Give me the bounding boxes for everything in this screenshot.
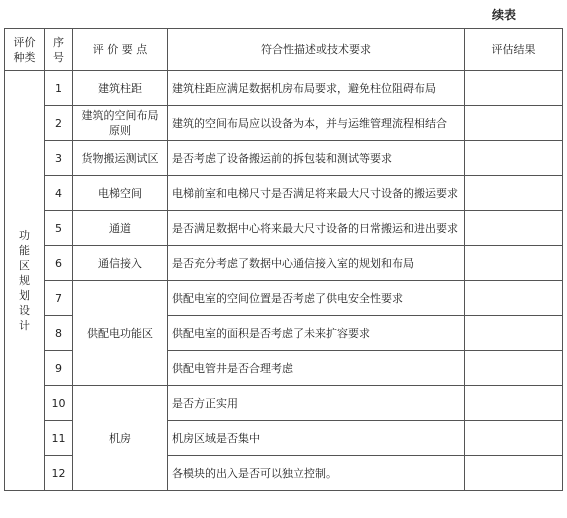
evaluation-point: 机房 bbox=[73, 386, 168, 491]
evaluation-point: 电梯空间 bbox=[73, 176, 168, 211]
evaluation-point: 货物搬运测试区 bbox=[73, 141, 168, 176]
header-no: 序号 bbox=[45, 29, 73, 71]
requirement-text: 电梯前室和电梯尺寸是否满足将来最大尺寸设备的搬运要求 bbox=[168, 176, 465, 211]
requirement-text: 是否方正实用 bbox=[168, 386, 465, 421]
result-cell[interactable] bbox=[465, 141, 563, 176]
result-cell[interactable] bbox=[465, 351, 563, 386]
requirement-text: 是否充分考虑了数据中心通信接入室的规划和布局 bbox=[168, 246, 465, 281]
requirement-text: 供配电室的空间位置是否考虑了供电安全性要求 bbox=[168, 281, 465, 316]
row-number: 10 bbox=[45, 386, 73, 421]
evaluation-point: 建筑的空间布局原则 bbox=[73, 106, 168, 141]
requirement-text: 供配电室的面积是否考虑了未来扩容要求 bbox=[168, 316, 465, 351]
requirement-text: 建筑柱距应满足数据机房布局要求，避免柱位阻碍布局 bbox=[168, 71, 465, 106]
evaluation-table bbox=[4, 28, 563, 491]
table-header-row bbox=[5, 29, 563, 71]
header-category: 评价种类 bbox=[5, 29, 45, 71]
table-row bbox=[5, 386, 563, 421]
row-number: 11 bbox=[45, 421, 73, 456]
table-row bbox=[5, 176, 563, 211]
result-cell[interactable] bbox=[465, 281, 563, 316]
requirement-text: 机房区域是否集中 bbox=[168, 421, 465, 456]
category-cell: 功能区规划设计 bbox=[5, 71, 45, 491]
evaluation-point: 通道 bbox=[73, 211, 168, 246]
row-number: 9 bbox=[45, 351, 73, 386]
requirement-text: 建筑的空间布局应以设备为本，并与运维管理流程相结合 bbox=[168, 106, 465, 141]
header-description: 符合性描述或技术要求 bbox=[168, 29, 465, 71]
result-cell[interactable] bbox=[465, 246, 563, 281]
row-number: 1 bbox=[45, 71, 73, 106]
table-continued-caption: 续表 bbox=[492, 8, 517, 22]
row-number: 4 bbox=[45, 176, 73, 211]
row-number: 7 bbox=[45, 281, 73, 316]
requirement-text: 是否满足数据中心将来最大尺寸设备的日常搬运和进出要求 bbox=[168, 211, 465, 246]
evaluation-point: 通信接入 bbox=[73, 246, 168, 281]
row-number: 8 bbox=[45, 316, 73, 351]
result-cell[interactable] bbox=[465, 71, 563, 106]
row-number: 3 bbox=[45, 141, 73, 176]
result-cell[interactable] bbox=[465, 176, 563, 211]
header-point: 评 价 要 点 bbox=[73, 29, 168, 71]
requirement-text: 供配电管井是否合理考虑 bbox=[168, 351, 465, 386]
row-number: 12 bbox=[45, 456, 73, 491]
row-number: 5 bbox=[45, 211, 73, 246]
row-number: 2 bbox=[45, 106, 73, 141]
table-row bbox=[5, 246, 563, 281]
result-cell[interactable] bbox=[465, 316, 563, 351]
evaluation-point: 供配电功能区 bbox=[73, 281, 168, 386]
table-row bbox=[5, 141, 563, 176]
requirement-text: 各模块的出入是否可以独立控制。 bbox=[168, 456, 465, 491]
table-row bbox=[5, 106, 563, 141]
row-number: 6 bbox=[45, 246, 73, 281]
evaluation-point: 建筑柱距 bbox=[73, 71, 168, 106]
result-cell[interactable] bbox=[465, 456, 563, 491]
result-cell[interactable] bbox=[465, 106, 563, 141]
requirement-text: 是否考虑了设备搬运前的拆包装和测试等要求 bbox=[168, 141, 465, 176]
header-result: 评估结果 bbox=[465, 29, 563, 71]
result-cell[interactable] bbox=[465, 386, 563, 421]
table-row bbox=[5, 71, 563, 106]
result-cell[interactable] bbox=[465, 211, 563, 246]
table-row bbox=[5, 281, 563, 316]
table-row bbox=[5, 211, 563, 246]
result-cell[interactable] bbox=[465, 421, 563, 456]
